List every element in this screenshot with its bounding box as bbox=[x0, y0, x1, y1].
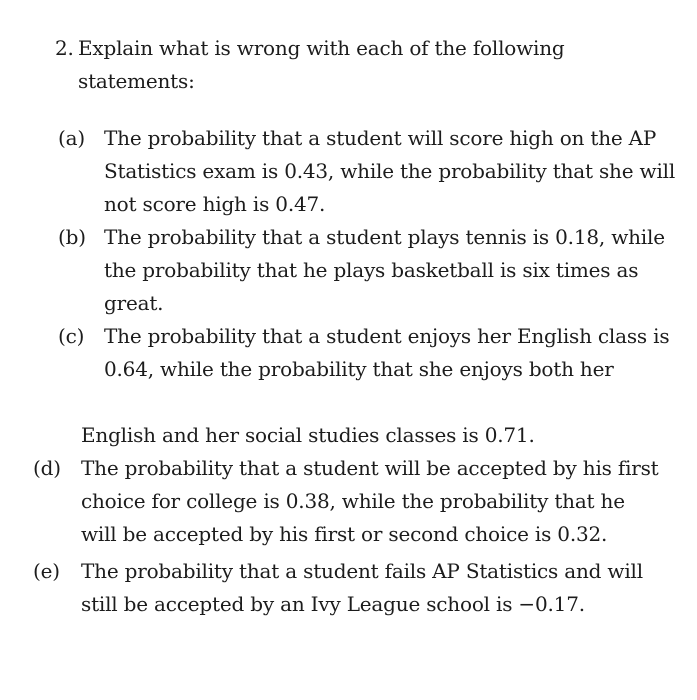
item-label-c: (c) bbox=[58, 324, 85, 348]
item-b-line-3: great. bbox=[104, 291, 164, 315]
question-number: 2. bbox=[55, 36, 74, 60]
item-e-line-1: The probability that a student fails AP Statistics and will bbox=[81, 559, 643, 583]
item-label-d: (d) bbox=[33, 456, 61, 480]
question-prompt-line-1: Explain what is wrong with each of the following bbox=[78, 36, 565, 60]
item-b-line-2: the probability that he plays basketball is six times as bbox=[104, 258, 639, 282]
item-d-line-2: choice for college is 0.38, while the probability that he bbox=[81, 489, 625, 513]
item-c-line-2: 0.64, while the probability that she enjoys both her bbox=[104, 357, 614, 381]
item-b-line-1: The probability that a student plays tennis is 0.18, while bbox=[104, 225, 665, 249]
item-e-line-2: still be accepted by an Ivy League school is −0.17. bbox=[81, 592, 585, 616]
item-a-line-1: The probability that a student will score high on the AP bbox=[104, 126, 657, 150]
item-label-a: (a) bbox=[58, 126, 85, 150]
question-prompt-line-2: statements: bbox=[78, 69, 195, 93]
item-a-line-3: not score high is 0.47. bbox=[104, 192, 326, 216]
item-d-line-3: will be accepted by his first or second choice is 0.32. bbox=[81, 522, 608, 546]
item-c-line-1: The probability that a student enjoys her English class is bbox=[104, 324, 670, 348]
item-a-line-2: Statistics exam is 0.43, while the probability that she will bbox=[104, 159, 676, 183]
item-c-line-3: English and her social studies classes is 0.71. bbox=[81, 423, 535, 447]
item-label-e: (e) bbox=[33, 559, 60, 583]
item-d-line-1: The probability that a student will be accepted by his first bbox=[81, 456, 659, 480]
item-label-b: (b) bbox=[58, 225, 86, 249]
